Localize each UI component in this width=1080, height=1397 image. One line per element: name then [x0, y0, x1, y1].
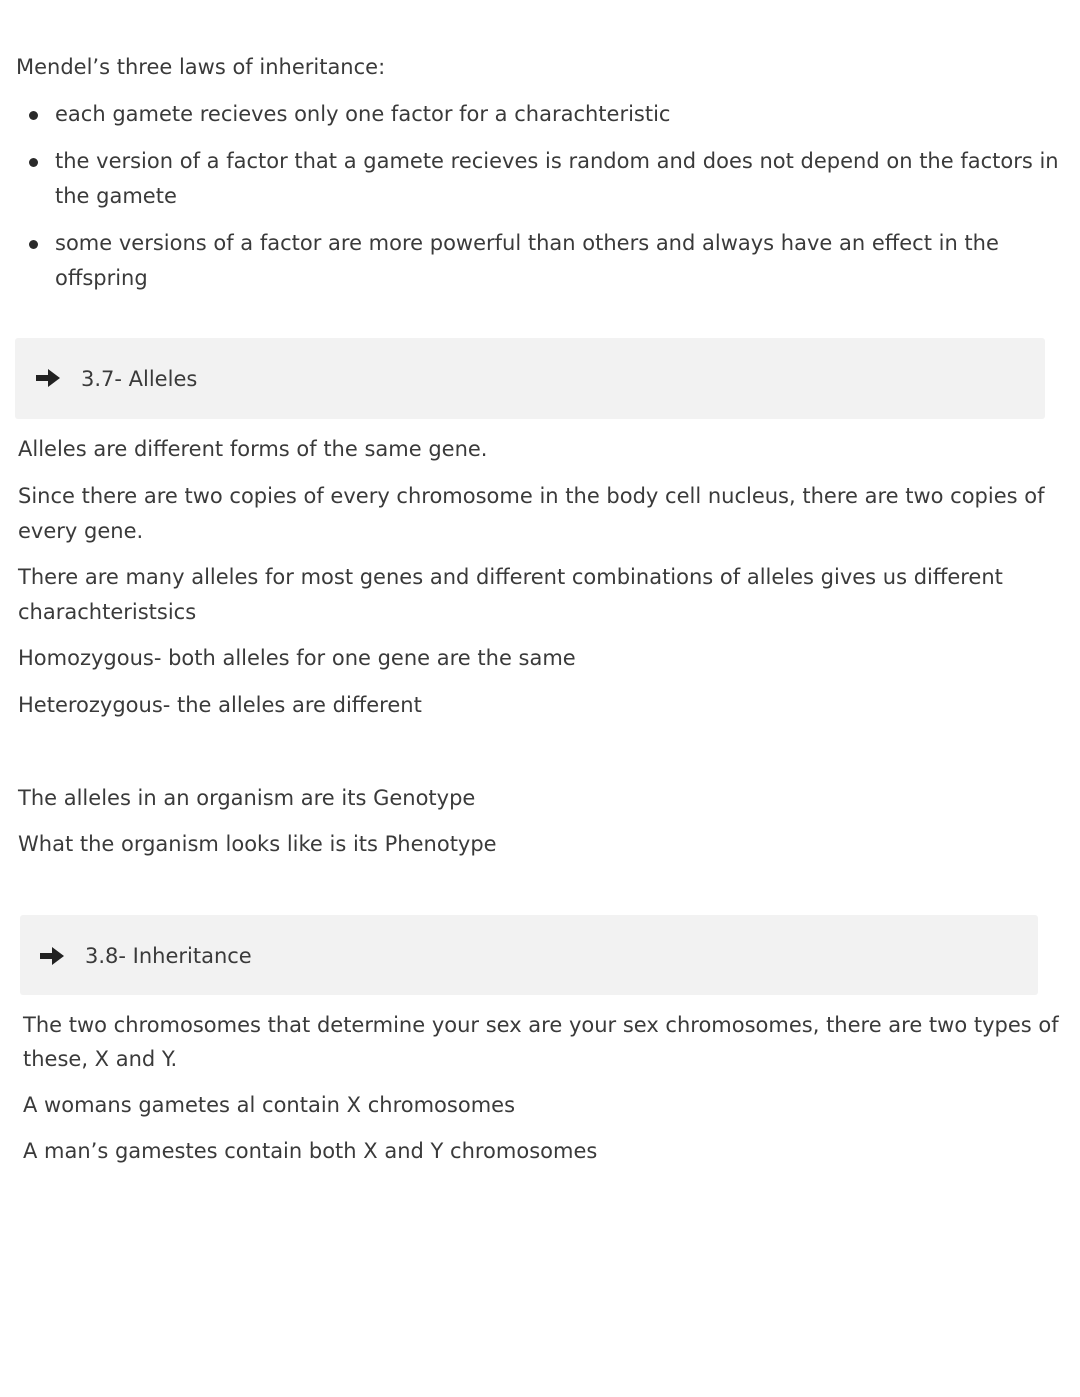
arrow-right-icon [35, 367, 61, 389]
callout-inheritance [20, 915, 1038, 995]
arrow-right-icon [39, 945, 65, 967]
callout-title: 3.8- Inheritance [85, 944, 252, 968]
paragraph-continuation: these, X and Y. [23, 1047, 178, 1071]
paragraph: A man’s gamestes contain both X and Y chromosomes [23, 1139, 598, 1163]
paragraph: The alleles in an organism are its Genotype [18, 786, 476, 810]
paragraph: Homozygous- both alleles for one gene are the same [18, 646, 576, 670]
bullet-text: the version of a factor that a gamete recieves is random and does not depend on the factors in [55, 149, 1059, 173]
paragraph-continuation: every gene. [18, 519, 144, 543]
bullet-dot-icon [29, 158, 38, 167]
bullet-dot-icon [29, 240, 38, 249]
laws-heading: Mendel’s three laws of inheritance: [16, 55, 386, 79]
paragraph: The two chromosomes that determine your sex are your sex chromosomes, there are two types of [23, 1013, 1059, 1037]
paragraph: What the organism looks like is its Phenotype [18, 832, 497, 856]
bullet-text-continuation: offspring [55, 266, 148, 290]
paragraph: Heterozygous- the alleles are different [18, 693, 422, 717]
paragraph: There are many alleles for most genes and different combinations of alleles gives us different [18, 565, 1003, 589]
paragraph: A womans gametes al contain X chromosomes [23, 1093, 516, 1117]
bullet-text: some versions of a factor are more powerful than others and always have an effect in the [55, 231, 999, 255]
bullet-text-continuation: the gamete [55, 184, 177, 208]
paragraph: Alleles are different forms of the same gene. [18, 437, 488, 461]
callout-alleles [15, 338, 1045, 419]
bullet-dot-icon [29, 111, 38, 120]
bullet-text: each gamete recieves only one factor for a charachteristic [55, 102, 671, 126]
callout-title: 3.7- Alleles [81, 367, 198, 391]
paragraph: Since there are two copies of every chromosome in the body cell nucleus, there are two copies of [18, 484, 1045, 508]
paragraph-continuation: charachteristsics [18, 600, 197, 624]
